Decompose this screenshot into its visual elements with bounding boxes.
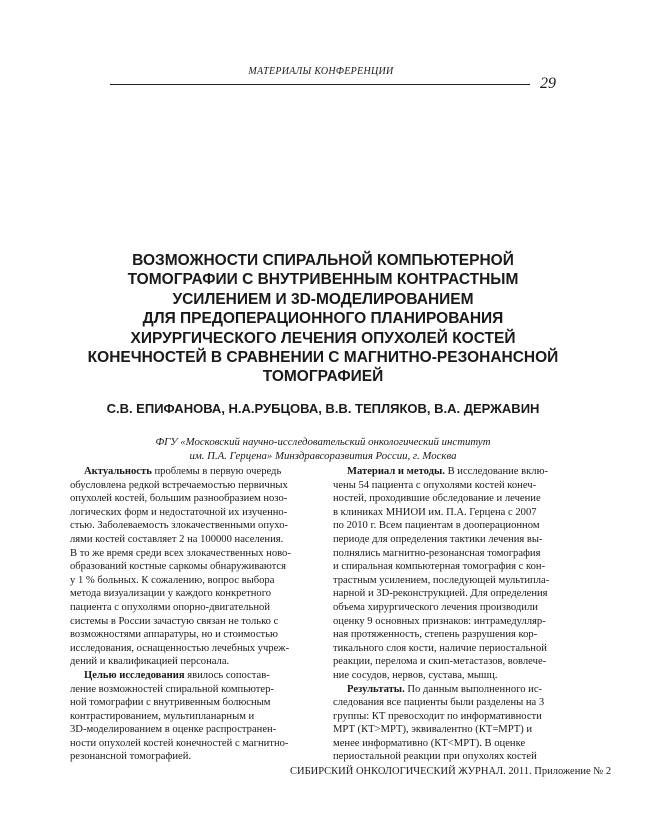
text-span: по 2010 г. Всем пациентам в дооперационном: [333, 520, 540, 532]
text-line: [333, 696, 569, 710]
text-line: [70, 519, 306, 533]
title-line: ВОЗМОЖНОСТИ СПИРАЛЬНОЙ КОМПЬЮТЕРНОЙ: [132, 252, 514, 269]
text-line: [333, 479, 569, 493]
right-column: [333, 465, 569, 764]
page-number: 29: [540, 75, 556, 92]
text-span: ной томографии с внутривенным болюсным: [70, 697, 271, 709]
text-line: [70, 587, 306, 601]
text-span: оценку 9 основных признаков: интрамедулляр-: [333, 615, 546, 627]
text-span: тикального слоя кости, наличие периостальной: [333, 642, 547, 654]
header-rule: [110, 84, 530, 85]
text-span: 3D-моделированием в оценке распространен-: [70, 724, 277, 736]
text-line: [333, 642, 569, 656]
text-line: [70, 506, 306, 520]
text-line: [70, 574, 306, 588]
text-line: [333, 601, 569, 615]
text-line: [333, 574, 569, 588]
text-span: ление возможностей спиральной компьютер-: [70, 683, 274, 695]
text-line: [70, 723, 306, 737]
section-heading: Целью исследования: [84, 669, 185, 681]
title-line: ТОМОГРАФИИ С ВНУТРИВЕННЫМ КОНТРАСТНЫМ: [127, 271, 519, 289]
text-span: логических форм и недостаточной их изученно-: [70, 506, 288, 518]
text-line: [70, 683, 306, 697]
text-line: [333, 615, 569, 629]
text-span: резонансной томографией.: [70, 751, 192, 763]
text-line: [70, 710, 306, 724]
text-line: [70, 533, 306, 547]
text-span: системы в России зачастую связан не только с: [70, 615, 279, 627]
title-line: ХИРУРГИЧЕСКОГО ЛЕЧЕНИЯ ОПУХОЛЕЙ КОСТЕЙ: [130, 329, 516, 347]
text-span: дений и квалификацией персонала.: [70, 656, 230, 668]
text-span: трастным усилением, последующей мультипла-: [333, 574, 550, 586]
section-heading: Результаты.: [347, 683, 405, 695]
text-line: [333, 655, 569, 669]
text-line: [70, 615, 306, 629]
text-line: [70, 737, 306, 751]
text-span: периостальной реакции при опухолях костей: [333, 751, 537, 763]
text-line: [70, 696, 306, 710]
text-span: периоде для определения тактики лечения вы-: [333, 533, 543, 545]
text-line: [333, 750, 569, 764]
text-span: следования все пациенты были разделены на 3: [333, 697, 545, 709]
text-line: [70, 547, 306, 561]
text-span: чены 54 пациента с опухолями костей конеч-: [333, 479, 537, 491]
text-span: МРТ (КТ>МРТ), эквивалентно (КТ=МРТ) и: [333, 724, 533, 736]
affiliation-line: ФГУ «Московский научно-исследовательский онкологический институт: [155, 436, 491, 448]
text-span: пациента с опухолями опорно-двигательной: [70, 601, 271, 613]
affiliation: [100, 435, 546, 463]
text-line: [70, 669, 306, 683]
text-span: лями костей составляет 2 на 100000 населения.: [70, 533, 284, 545]
text-line: [333, 669, 569, 683]
text-line: [70, 655, 306, 669]
text-line: [333, 737, 569, 751]
title-line: ТОМОГРАФИЕЙ: [262, 368, 384, 386]
text-span: исследования, оснащенностью лечебных учреж-: [70, 642, 290, 654]
text-span: контрастированием, мультипланарным и: [70, 710, 255, 722]
text-line: [333, 723, 569, 737]
text-span: у 1 % больных. К сожалению, вопрос выбора: [70, 574, 275, 586]
text-line: [70, 628, 306, 642]
text-line: [333, 560, 569, 574]
text-line: [70, 465, 306, 479]
text-span: менее информативно (КТ<МРТ). В оценке: [333, 737, 526, 749]
text-span: полнялись магнитно-резонансная томография: [333, 547, 541, 559]
text-line: [333, 710, 569, 724]
text-line: [333, 533, 569, 547]
text-span: опухолей костей, большим разнообразием нозо-: [70, 493, 288, 505]
text-line: [333, 506, 569, 520]
left-column: [70, 465, 306, 764]
title-line: ДЛЯ ПРЕДОПЕРАЦИОННОГО ПЛАНИРОВАНИЯ: [142, 310, 504, 328]
text-line: [333, 492, 569, 506]
text-line: [333, 587, 569, 601]
text-line: [333, 547, 569, 561]
text-span: нарной и 3D-реконструкцией. Для определения: [333, 588, 548, 600]
text-span: возможностями аппаратуры, но и стоимостью: [70, 629, 278, 641]
title-line: УСИЛЕНИЕМ И 3D-МОДЕЛИРОВАНИЕМ: [172, 290, 474, 308]
text-span: В исследование вклю-: [444, 466, 549, 477]
text-span: образований костные саркомы обнаруживаются: [70, 561, 287, 573]
text-span: ная протяженность, степень разрушения кор-: [333, 629, 538, 641]
text-span: обусловлена редкой встречаемостью первичных: [70, 479, 288, 491]
text-line: [70, 750, 306, 764]
text-span: проблемы в первую очередь: [151, 466, 282, 477]
text-span: объема хирургического лечения производили: [333, 601, 538, 613]
text-line: [70, 560, 306, 574]
text-span: ностей, проходившие обследование и лечение: [333, 493, 541, 505]
section-heading: Актуальность: [84, 466, 152, 477]
text-line: [70, 601, 306, 615]
text-span: ние сосудов, нервов, сустава, мышц.: [333, 669, 498, 681]
text-span: группы: КТ превосходит по информативности: [333, 710, 542, 722]
text-line: [333, 519, 569, 533]
text-span: В то же время среди всех злокачественных ново-: [70, 547, 291, 559]
text-span: ности опухолей костей конечностей с магнитно-: [70, 737, 289, 749]
affiliation-line: им. П.А. Герцена» Минздравсоразвития России, г. Москва: [189, 450, 457, 462]
text-span: в клиниках МНИОИ им. П.А. Герцена с 2007: [333, 506, 537, 518]
text-line: [333, 628, 569, 642]
title-line: КОНЕЧНОСТЕЙ В СРАВНЕНИИ С МАГНИТНО-РЕЗОНАНСНОЙ: [87, 349, 559, 367]
text-span: явилось сопостав-: [184, 669, 270, 681]
text-span: и спиральная компьютерная томография с кон-: [333, 561, 546, 573]
text-line: [70, 492, 306, 506]
text-line: [70, 642, 306, 656]
running-header: МАТЕРИАЛЫ КОНФЕРЕНЦИИ: [248, 66, 394, 77]
text-span: метода визуализации у каждого конкретного: [70, 588, 272, 600]
section-heading: Материал и методы.: [347, 466, 445, 477]
text-span: По данным выполненного ис-: [404, 683, 543, 695]
text-line: [333, 683, 569, 697]
text-span: стью. Заболеваемость злокачественными опухо-: [70, 520, 289, 532]
journal-footer: СИБИРСКИЙ ОНКОЛОГИЧЕСКИЙ ЖУРНАЛ. 2011. Приложение № 2: [290, 766, 612, 777]
text-line: [333, 465, 569, 479]
article-title: [60, 251, 586, 387]
text-line: [70, 479, 306, 493]
text-span: реакции, перелома и скип-метастазов, вовлече-: [333, 656, 547, 668]
authors: С.В. ЕПИФАНОВА, Н.А.РУБЦОВА, В.В. ТЕПЛЯКОВ, В.А. ДЕРЖАВИН: [106, 401, 540, 416]
